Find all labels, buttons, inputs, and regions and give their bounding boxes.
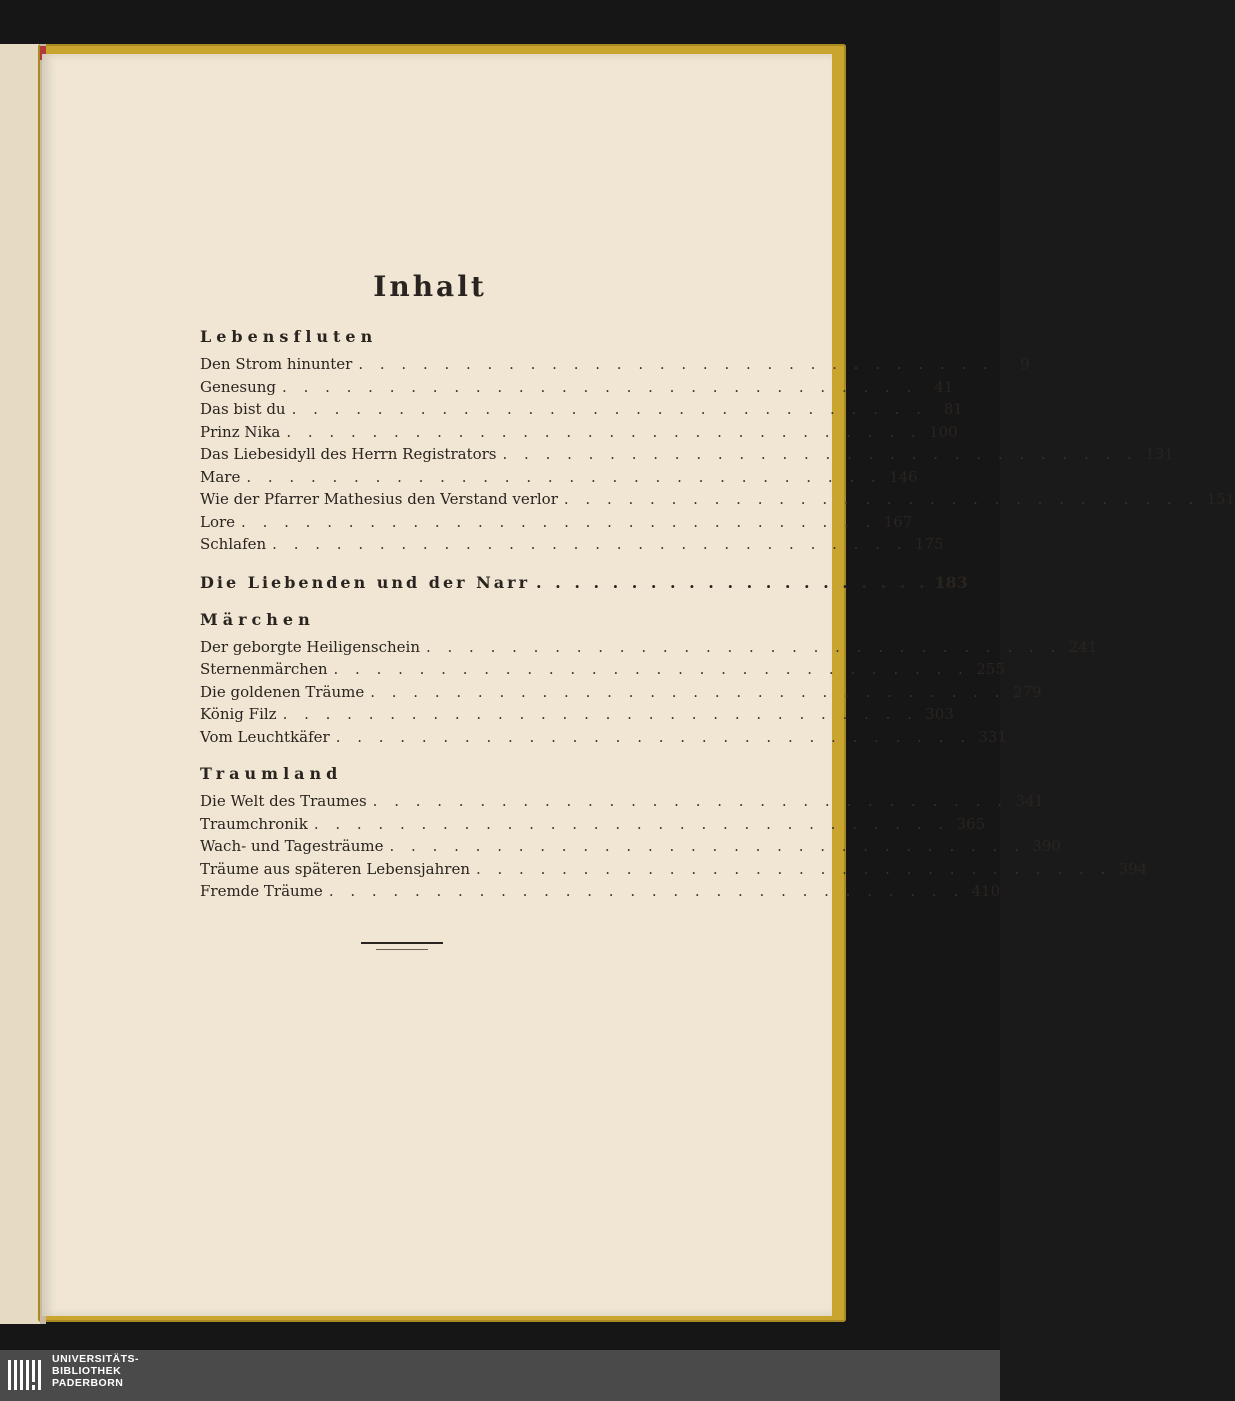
entry-title: Die goldenen Träume (200, 682, 365, 701)
toc-entry (200, 790, 1044, 813)
entry-title: Der geborgte Heiligenschein (200, 637, 420, 656)
entry-page: 410 (971, 882, 1001, 900)
entry-title: Lore (200, 512, 236, 531)
library-name (52, 1353, 139, 1389)
leader-dots: . . . . . . . . . . . . . . . . . . . . . . . . . . . . . . (335, 727, 972, 746)
entry-page: 131 (1145, 445, 1174, 463)
toc-entry (200, 658, 1005, 681)
library-logo-icon (6, 1356, 46, 1394)
entry-page: 390 (1032, 837, 1061, 855)
toc-entry (200, 681, 1042, 704)
leader-dots: . . . . . . . . . . . . . . . . . . . . . . . . . . . . . . (372, 792, 1008, 810)
toc-entry (200, 488, 1235, 511)
table-of-contents (200, 270, 1235, 917)
leader-dots: . . . . . . . . . . . . . . . . . . . . . . . . . . . . . . (291, 400, 927, 418)
entry-page: 341 (1015, 792, 1044, 810)
library-name-line: UNIVERSITÄTS- (52, 1353, 140, 1365)
entry-title: Prinz Nika (200, 422, 281, 441)
entry-page: 81 (943, 400, 963, 418)
toc-entry (200, 813, 986, 836)
entry-title: Wie der Pfarrer Mathesius den Verstand verlor (200, 490, 558, 508)
leader-dots: . . . . . . . . . . . . . . . . . . . . . (536, 572, 929, 592)
leader-dots: . . . . . . . . . . . . . . . . . . . . . . . . . . . . . . (282, 705, 918, 723)
toc-entry (200, 353, 1030, 376)
ornamental-rule-thin (376, 949, 428, 950)
toc-entry (200, 533, 944, 556)
leader-dots: . . . . . . . . . . . . . . . . . . . . . . . . . . . . . . (425, 637, 1062, 656)
section-heading: Lebensfluten (200, 327, 378, 346)
toc-entry (200, 443, 1174, 466)
entry-page: 241 (1068, 637, 1098, 656)
entry-title: Fremde Träume (200, 882, 323, 900)
entry-title: Träume aus späteren Lebensjahren (200, 859, 470, 878)
entry-title: Sternenmärchen (200, 660, 328, 678)
entry-page: 303 (925, 705, 954, 723)
entry-page: 167 (883, 512, 913, 531)
toc-entry (200, 835, 1061, 858)
toc-group (200, 762, 1148, 903)
left-page-edge (0, 44, 40, 1324)
entry-title: Die Liebenden und der Narr (200, 572, 531, 592)
entry-title: Mare (200, 467, 241, 486)
library-name-line: PADERBORN (52, 1377, 124, 1389)
leader-dots: . . . . . . . . . . . . . . . . . . . . . . . . . . . . . . (502, 445, 1138, 463)
footer-bar (0, 1350, 1000, 1401)
leader-dots: . . . . . . . . . . . . . . . . . . . . . . . . . . . . . . (272, 535, 908, 553)
leader-dots: . . . . . . . . . . . . . . . . . . . . . . . . . . . . . . (333, 660, 969, 678)
standalone-entry (200, 570, 968, 596)
leader-dots: . . . . . . . . . . . . . . . . . . . . . . . . . . . . . . (389, 837, 1025, 855)
toc-group (200, 608, 1098, 749)
section-heading: Traumland (200, 764, 343, 783)
toc-group (200, 325, 1235, 556)
entry-page: 183 (934, 572, 968, 592)
leader-dots: . . . . . . . . . . . . . . . . . . . . . . . . . . . . . . (246, 467, 882, 486)
entry-list (200, 636, 1098, 749)
entry-page: 100 (929, 422, 958, 441)
ornamental-rule (361, 942, 443, 944)
leader-dots: . . . . . . . . . . . . . . . . . . . . . . . . . . . . . . (370, 682, 1006, 701)
toc-entry (200, 726, 1008, 749)
entry-title: Traumchronik (200, 814, 308, 833)
entry-list (200, 790, 1148, 903)
toc-entry (200, 466, 918, 489)
toc-entry (200, 703, 954, 726)
toc-entry (200, 636, 1098, 659)
entry-title: Vom Leuchtkäfer (200, 727, 330, 746)
toc-entry (200, 858, 1148, 881)
toc-entry (200, 880, 1001, 903)
toc-entry (200, 511, 913, 534)
leader-dots: . . . . . . . . . . . . . . . . . . . . . . . . . . . . . . (286, 422, 922, 441)
leader-dots: . . . . . . . . . . . . . . . . . . . . . . . . . . . . . . (328, 882, 965, 900)
leader-dots: . . . . . . . . . . . . . . . . . . . . . . . . . . . . . . (241, 512, 877, 531)
entry-page: 175 (914, 535, 944, 553)
leader-dots: . . . . . . . . . . . . . . . . . . . . . . . . . . . . . . (563, 490, 1200, 508)
entry-page: 9 (1020, 355, 1030, 373)
entry-page: 279 (1012, 682, 1042, 701)
entry-title: Schlafen (200, 535, 267, 553)
entry-title: König Filz (200, 705, 277, 723)
entry-page: 255 (976, 660, 1005, 678)
toc-title: Inhalt (373, 270, 487, 303)
leader-dots: . . . . . . . . . . . . . . . . . . . . . . . . . . . . . . (282, 377, 918, 396)
entry-page: 41 (934, 377, 954, 396)
leader-dots: . . . . . . . . . . . . . . . . . . . . . . . . . . . . . . (313, 814, 950, 833)
leader-dots: . . . . . . . . . . . . . . . . . . . . . . . . . . . . . . (358, 355, 994, 373)
library-name-line: BIBLIOTHEK (52, 1365, 122, 1377)
entry-page: 331 (978, 727, 1008, 746)
entry-page: 365 (956, 814, 986, 833)
toc-entry (200, 421, 958, 444)
toc-entry (200, 398, 963, 421)
toc-entry (200, 376, 954, 399)
entry-title: Den Strom hinunter (200, 355, 353, 373)
entry-page: 146 (889, 467, 918, 486)
entry-title: Das Liebesidyll des Herrn Registrators (200, 445, 497, 463)
entry-title: Das bist du (200, 400, 286, 418)
leader-dots: . . . . . . . . . . . . . . . . . . . . . . . . . . . . . . (475, 859, 1112, 878)
entry-title: Wach- und Tagesträume (200, 837, 384, 855)
entry-page: 394 (1118, 859, 1148, 878)
entry-title: Die Welt des Traumes (200, 792, 367, 810)
entry-list (200, 353, 1235, 556)
entry-title: Genesung (200, 377, 277, 396)
section-heading: Märchen (200, 609, 315, 629)
entry-page: 151 (1206, 490, 1235, 508)
